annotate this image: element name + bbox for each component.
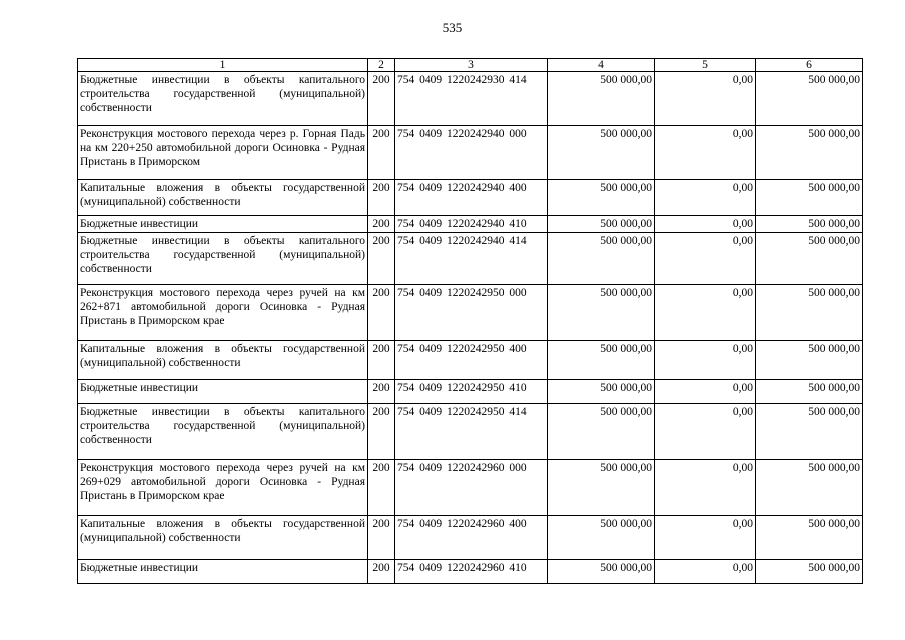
column-header-6: 6 <box>756 59 863 72</box>
row-col5: 0,00 <box>655 216 756 233</box>
row-name: Капитальные вложения в объекты государственной (муниципальной) собственности <box>78 516 368 560</box>
row-col6: 500 000,00 <box>756 285 863 341</box>
row-code: 754 0409 1220242940 400 <box>395 180 548 216</box>
row-col4: 500 000,00 <box>548 516 655 560</box>
budget-table <box>77 58 863 584</box>
row-col6: 500 000,00 <box>756 72 863 126</box>
row-col6: 500 000,00 <box>756 404 863 460</box>
page-number: 535 <box>442 20 463 35</box>
table-row <box>78 285 863 341</box>
row-name: Бюджетные инвестиции <box>78 560 368 584</box>
row-code: 754 0409 1220242960 400 <box>395 516 548 560</box>
table-row <box>78 72 863 126</box>
column-header-4: 4 <box>548 59 655 72</box>
row-code: 754 0409 1220242940 414 <box>395 233 548 285</box>
row-code: 754 0409 1220242960 410 <box>395 560 548 584</box>
row-name: Бюджетные инвестиции <box>78 380 368 404</box>
row-col2: 200 <box>368 380 395 404</box>
row-col6: 500 000,00 <box>756 560 863 584</box>
row-name: Капитальные вложения в объекты государственной (муниципальной) собственности <box>78 180 368 216</box>
row-code: 754 0409 1220242960 000 <box>395 460 548 516</box>
column-header-2: 2 <box>368 59 395 72</box>
table-row <box>78 380 863 404</box>
column-header-5: 5 <box>655 59 756 72</box>
row-col4: 500 000,00 <box>548 460 655 516</box>
table-row <box>78 404 863 460</box>
table-row <box>78 216 863 233</box>
row-name: Бюджетные инвестиции в объекты капитального строительства государственной (муниципальной) собственности <box>78 233 368 285</box>
row-col2: 200 <box>368 126 395 180</box>
row-col2: 200 <box>368 72 395 126</box>
row-col5: 0,00 <box>655 404 756 460</box>
row-col4: 500 000,00 <box>548 233 655 285</box>
row-col6: 500 000,00 <box>756 233 863 285</box>
row-col2: 200 <box>368 460 395 516</box>
row-col2: 200 <box>368 216 395 233</box>
row-col5: 0,00 <box>655 341 756 380</box>
table-row <box>78 560 863 584</box>
row-name: Бюджетные инвестиции в объекты капитального строительства государственной (муниципальной) собственности <box>78 404 368 460</box>
table-row <box>78 341 863 380</box>
row-col4: 500 000,00 <box>548 126 655 180</box>
table-row <box>78 460 863 516</box>
row-col2: 200 <box>368 341 395 380</box>
row-col6: 500 000,00 <box>756 126 863 180</box>
column-header-1: 1 <box>78 59 368 72</box>
row-col2: 200 <box>368 516 395 560</box>
row-name: Реконструкция мостового перехода через ручей на км 269+029 автомобильной дороги Осиновка - Рудная Пристань в Приморском крае <box>78 460 368 516</box>
row-code: 754 0409 1220242950 000 <box>395 285 548 341</box>
row-col4: 500 000,00 <box>548 216 655 233</box>
row-name: Бюджетные инвестиции в объекты капитального строительства государственной (муниципальной) собственности <box>78 72 368 126</box>
row-col6: 500 000,00 <box>756 516 863 560</box>
row-col5: 0,00 <box>655 126 756 180</box>
row-col5: 0,00 <box>655 460 756 516</box>
row-col2: 200 <box>368 180 395 216</box>
row-col5: 0,00 <box>655 380 756 404</box>
row-col5: 0,00 <box>655 560 756 584</box>
row-col5: 0,00 <box>655 516 756 560</box>
row-col2: 200 <box>368 233 395 285</box>
row-col5: 0,00 <box>655 180 756 216</box>
table-row <box>78 233 863 285</box>
row-col2: 200 <box>368 560 395 584</box>
row-col6: 500 000,00 <box>756 180 863 216</box>
table-row <box>78 180 863 216</box>
row-code: 754 0409 1220242940 000 <box>395 126 548 180</box>
row-code: 754 0409 1220242940 410 <box>395 216 548 233</box>
row-col4: 500 000,00 <box>548 341 655 380</box>
row-col4: 500 000,00 <box>548 285 655 341</box>
row-code: 754 0409 1220242950 414 <box>395 404 548 460</box>
row-col4: 500 000,00 <box>548 404 655 460</box>
row-col4: 500 000,00 <box>548 380 655 404</box>
row-col4: 500 000,00 <box>548 180 655 216</box>
column-header-3: 3 <box>395 59 548 72</box>
row-col5: 0,00 <box>655 285 756 341</box>
row-col5: 0,00 <box>655 233 756 285</box>
row-col4: 500 000,00 <box>548 72 655 126</box>
row-name: Капитальные вложения в объекты государственной (муниципальной) собственности <box>78 341 368 380</box>
row-code: 754 0409 1220242950 400 <box>395 341 548 380</box>
row-col2: 200 <box>368 285 395 341</box>
row-col5: 0,00 <box>655 72 756 126</box>
row-col4: 500 000,00 <box>548 560 655 584</box>
row-col6: 500 000,00 <box>756 460 863 516</box>
row-col6: 500 000,00 <box>756 341 863 380</box>
row-name: Бюджетные инвестиции <box>78 216 368 233</box>
table-header-row <box>78 59 863 72</box>
row-col2: 200 <box>368 404 395 460</box>
table-row <box>78 126 863 180</box>
row-name: Реконструкция мостового перехода через р. Горная Падь на км 220+250 автомобильной дороги Осиновка - Рудная Пристань в Приморском <box>78 126 368 180</box>
row-col6: 500 000,00 <box>756 380 863 404</box>
row-col6: 500 000,00 <box>756 216 863 233</box>
row-code: 754 0409 1220242930 414 <box>395 72 548 126</box>
row-code: 754 0409 1220242950 410 <box>395 380 548 404</box>
table-row <box>78 516 863 560</box>
row-name: Реконструкция мостового перехода через ручей на км 262+871 автомобильной дороги Осиновка - Рудная Пристань в Приморском крае <box>78 285 368 341</box>
